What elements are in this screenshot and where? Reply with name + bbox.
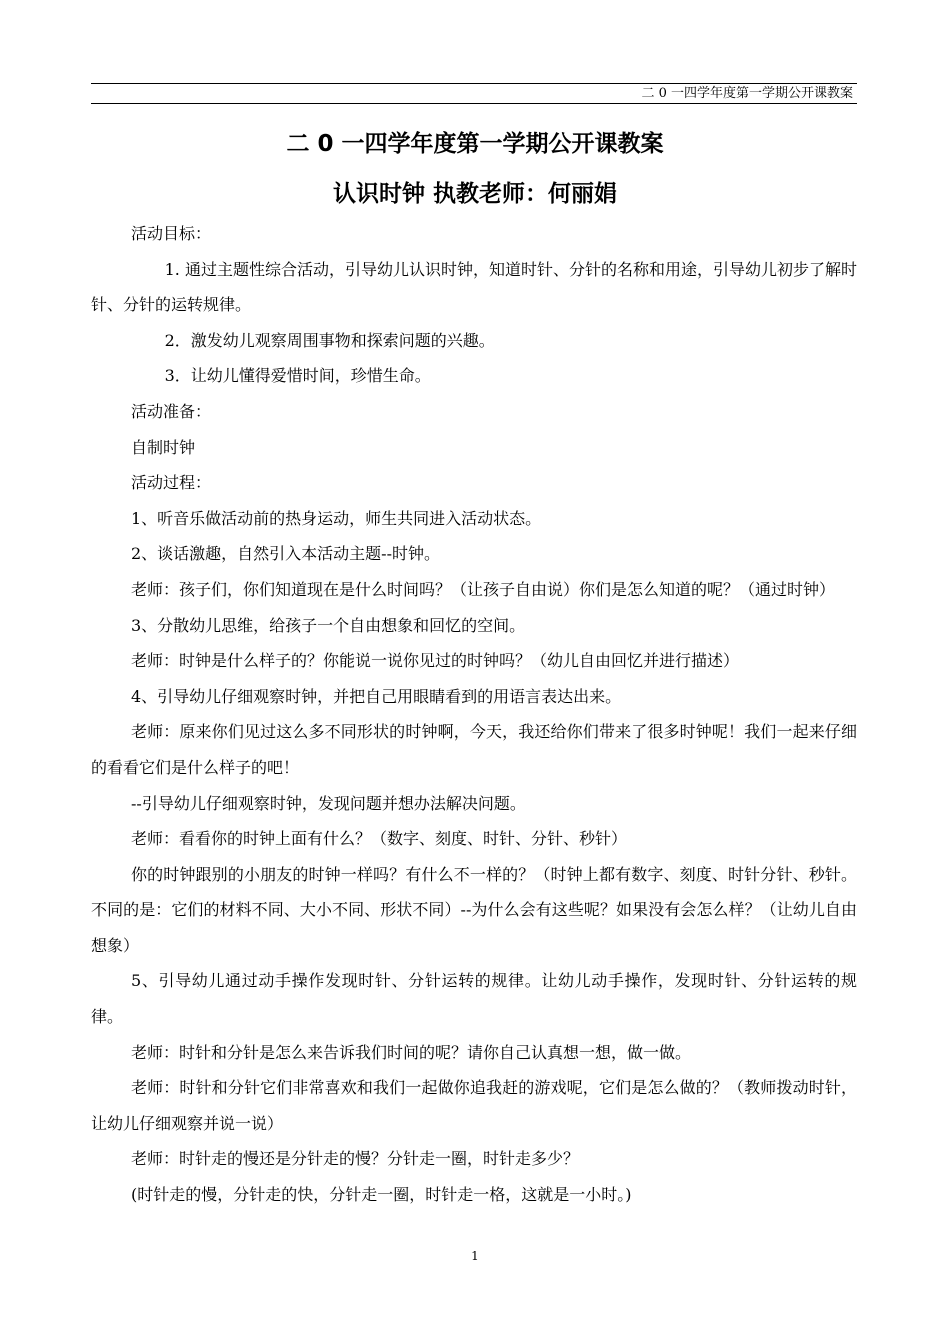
body-paragraph: 你的时钟跟别的小朋友的时钟一样吗？有什么不一样的？（时钟上都有数字、刻度、时针分针、秒针。不同的是：它们的材料不同、大小不同、形状不同）--为什么会有这些呢？如果没有会怎么样？（让幼儿自由想象） (91, 864, 857, 955)
header-rule-top (91, 83, 857, 84)
document-title: 二 0 一四学年度第一学期公开课教案 (286, 131, 664, 157)
running-header (91, 83, 857, 105)
body-paragraph: 1、听音乐做活动前的热身运动，师生共同进入活动状态。 (131, 508, 542, 528)
page-number: 1 (471, 1249, 479, 1263)
body-paragraph: 老师：原来你们见过这么多不同形状的时钟啊，今天，我还给你们带来了很多时钟呢！我们一起来仔细的看看它们是什么样子的吧！ (91, 722, 857, 777)
body-paragraph: 3、分散幼儿思维，给孩子一个自由想象和回忆的空间。 (131, 615, 526, 635)
body-paragraph: 1. 通过主题性综合活动，引导幼儿认识时钟，知道时针、分针的名称和用途，引导幼儿初步了解时针、分针的运转规律。 (91, 259, 857, 315)
body-paragraph: 3．让幼儿懂得爱惜时间，珍惜生命。 (164, 366, 431, 386)
body-paragraph: 老师：看看你的时钟上面有什么？（数字、刻度、时针、分针、秒针） (131, 829, 628, 849)
body-paragraph: 4、引导幼儿仔细观察时钟，并把自己用眼睛看到的用语言表达出来。 (131, 686, 622, 706)
document-body (91, 216, 857, 1213)
body-paragraph: 活动准备： (131, 401, 212, 421)
document-subtitle: 认识时钟 执教老师：何丽娟 (332, 181, 617, 207)
body-paragraph: 老师：时针和分针它们非常喜欢和我们一起做你追我赶的游戏呢，它们是怎么做的？（教师拨动时针，让幼儿仔细观察并说一说） (91, 1078, 857, 1133)
body-paragraph: 2、谈话激趣，自然引入本活动主题--时钟。 (131, 544, 440, 564)
header-rule-bottom (91, 103, 857, 104)
body-paragraph: --引导幼儿仔细观察时钟，发现问题并想办法解决问题。 (131, 793, 526, 813)
body-paragraph: 活动目标： (131, 224, 212, 243)
body-paragraph: 老师：时针走的慢还是分针走的慢？分针走一圈，时针走多少？ (131, 1149, 580, 1169)
body-paragraph: 2．激发幼儿观察周围事物和探索问题的兴趣。 (164, 330, 495, 350)
body-paragraph: 5、引导幼儿通过动手操作发现时针、分针运转的规律。让幼儿动手操作，发现时针、分针运转的规律。 (91, 971, 857, 1027)
body-paragraph: 老师：时针和分针是怎么来告诉我们时间的呢？请你自己认真想一想，做一做。 (131, 1042, 692, 1062)
body-paragraph: 自制时钟 (131, 437, 196, 457)
header-title: 二 0 一四学年度第一学期公开课教案 (641, 86, 853, 101)
body-paragraph: (时针走的慢，分针走的快，分针走一圈，时针走一格，这就是一小时。) (131, 1185, 632, 1205)
body-paragraph: 老师：时钟是什么样子的？你能说一说你见过的时钟吗？（幼儿自由回忆并进行描述） (131, 651, 740, 671)
body-paragraph: 活动过程： (131, 473, 212, 493)
body-paragraph: 老师：孩子们，你们知道现在是什么时间吗？（让孩子自由说）你们是怎么知道的呢？（通过时钟） (131, 579, 836, 599)
